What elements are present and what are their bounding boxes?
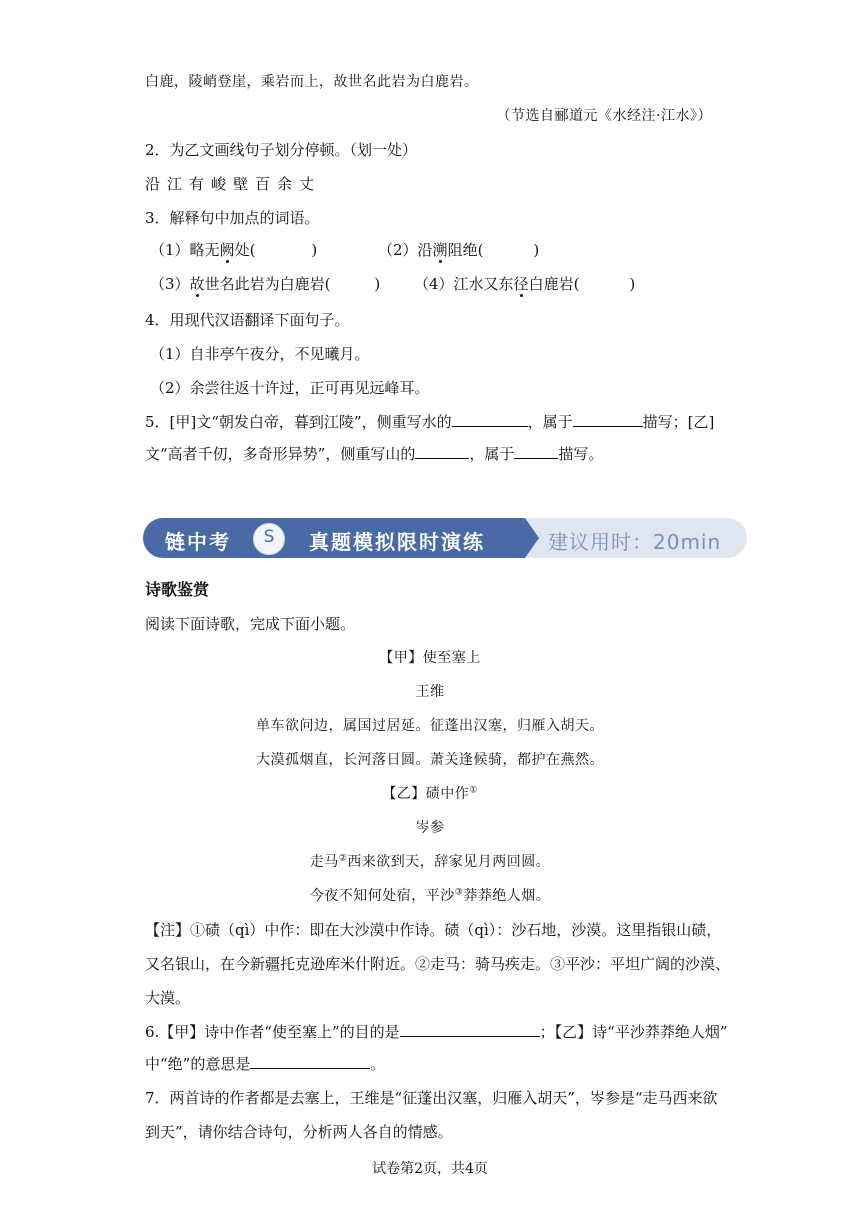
question-2: 2．为乙文画线句子划分停顿。（划一处） xyxy=(145,141,418,159)
answer-blank[interactable] xyxy=(452,412,528,427)
item-text: ) xyxy=(374,275,381,293)
dotted-word: 故 xyxy=(189,275,205,293)
section-banner xyxy=(143,518,747,558)
item-text: （3） xyxy=(150,275,190,293)
note-line-1: 【注】①碛（qì）中作：即在大沙漠中作诗。碛（qì）：沙石地，沙漠。这里指银山碛， xyxy=(145,921,722,939)
item-text: （4）江水又东 xyxy=(414,275,514,293)
banner-title: 真题模拟限时演练 xyxy=(309,530,485,554)
item-text: 6.【甲】诗中作者“使至塞上”的目的是 xyxy=(145,1023,400,1041)
poem-2-author: 岑参 xyxy=(415,820,445,836)
dotted-word: 溯 xyxy=(432,241,448,259)
item-text: 世名此岩为白鹿岩( xyxy=(204,275,331,293)
item-text: ，属于 xyxy=(469,445,515,463)
banner-time-hint: 建议用时：20min xyxy=(548,530,722,554)
title-text: 【乙】碛中作 xyxy=(382,786,470,802)
item-text: ) xyxy=(629,275,636,293)
item-text: 。 xyxy=(370,1055,386,1073)
item-text: 描写；[乙] xyxy=(642,413,715,431)
question-3-item-1 xyxy=(150,240,317,260)
note-line-3: 大漠。 xyxy=(145,989,191,1007)
item-text: 白鹿岩( xyxy=(528,275,580,293)
question-3-item-3 xyxy=(150,274,380,294)
question-4-sentence-1: （1）自非亭午夜分，不见曦月。 xyxy=(150,345,370,363)
footnote-mark: ① xyxy=(469,785,478,796)
answer-blank[interactable] xyxy=(573,412,643,427)
question-6-line-2 xyxy=(145,1054,385,1074)
poem-1-title: 【甲】使至塞上 xyxy=(379,650,481,666)
item-text: ，属于 xyxy=(527,413,573,431)
poem-2-title xyxy=(0,784,860,804)
footnote-mark: ③ xyxy=(454,887,464,898)
question-6-line-1 xyxy=(145,1022,728,1042)
question-7-line-1: 7．两首诗的作者都是去塞上，王维是“征蓬出汉塞，归雁入胡天”，岑参是“走马西来欲 xyxy=(145,1089,718,1107)
item-text: 处( xyxy=(234,241,256,259)
item-text: ；【乙】诗“平沙莽莽绝人烟” xyxy=(539,1023,728,1041)
footnote-mark: ② xyxy=(338,853,348,864)
answer-blank[interactable] xyxy=(415,444,469,459)
item-text: 文“高者千仞，多奇形异势”，侧重写山的 xyxy=(145,445,416,463)
answer-blank[interactable] xyxy=(400,1022,540,1037)
question-3-item-2 xyxy=(378,240,539,260)
poem-1-line-1: 单车欲问边，属国过居延。征蓬出汉塞，归雁入胡天。 xyxy=(256,718,604,734)
item-text: 阻绝( xyxy=(447,241,484,259)
answer-blank[interactable] xyxy=(250,1054,370,1069)
answer-blank[interactable] xyxy=(514,444,558,459)
item-text: ) xyxy=(533,241,540,259)
item-text: ) xyxy=(311,241,318,259)
item-text: 中“绝”的意思是 xyxy=(145,1055,251,1073)
poem-1-author: 王维 xyxy=(415,684,445,700)
question-4-sentence-2: （2）余尝往返十许过，正可再见远峰耳。 xyxy=(150,379,430,397)
dotted-word: 阙 xyxy=(219,241,235,259)
page-footer: 试卷第2页，共4页 xyxy=(372,1161,488,1177)
dotted-word: 径 xyxy=(513,275,529,293)
line-text: 西来欲到天，辞家见月两回圆。 xyxy=(347,854,551,870)
instruction: 阅读下面诗歌，完成下面小题。 xyxy=(145,615,356,633)
item-text: 描写。 xyxy=(558,445,604,463)
passage-source: （节选自郦道元《水经注·江水》） xyxy=(496,108,712,124)
banner-left-label: 链中考 xyxy=(165,530,231,554)
question-4: 4．用现代汉语翻译下面句子。 xyxy=(145,311,350,329)
question-3-item-4 xyxy=(414,274,635,294)
question-7-line-2: 到天”，请你结合诗句，分析两人各自的情感。 xyxy=(145,1123,453,1141)
passage-line: 白鹿，陵峭登崖，乘岩而上，故世名此岩为白鹿岩。 xyxy=(145,74,479,90)
poem-2-line-2 xyxy=(0,886,860,906)
item-text: 5．[甲]文“朝发白帝，暮到江陵”，侧重写水的 xyxy=(145,413,452,431)
poem-2-line-1 xyxy=(0,852,860,872)
line-text: 今夜不知何处宿，平沙 xyxy=(309,888,455,904)
line-text: 走马 xyxy=(309,854,339,870)
poem-1-line-2: 大漠孤烟直，长河落日圆。萧关逢候骑，都护在燕然。 xyxy=(256,752,604,768)
swirl-icon xyxy=(253,523,285,555)
note-line-2: 又名银山，在今新疆托克逊库米什附近。②走马：骑马疾走。③平沙：平坦广阔的沙漠、 xyxy=(145,955,731,973)
line-text: 莽莽绝人烟。 xyxy=(463,888,551,904)
swirl-glyph: S xyxy=(263,527,275,547)
section-heading: 诗歌鉴赏 xyxy=(145,580,210,599)
item-text: （1）略无 xyxy=(150,241,220,259)
question-5-line-2 xyxy=(145,444,603,464)
question-2-sentence: 沿江有峻壁百余丈 xyxy=(145,175,322,193)
question-5-line-1 xyxy=(145,412,714,432)
question-3: 3．解释句中加点的词语。 xyxy=(145,209,320,227)
item-text: （2）沿 xyxy=(378,241,433,259)
